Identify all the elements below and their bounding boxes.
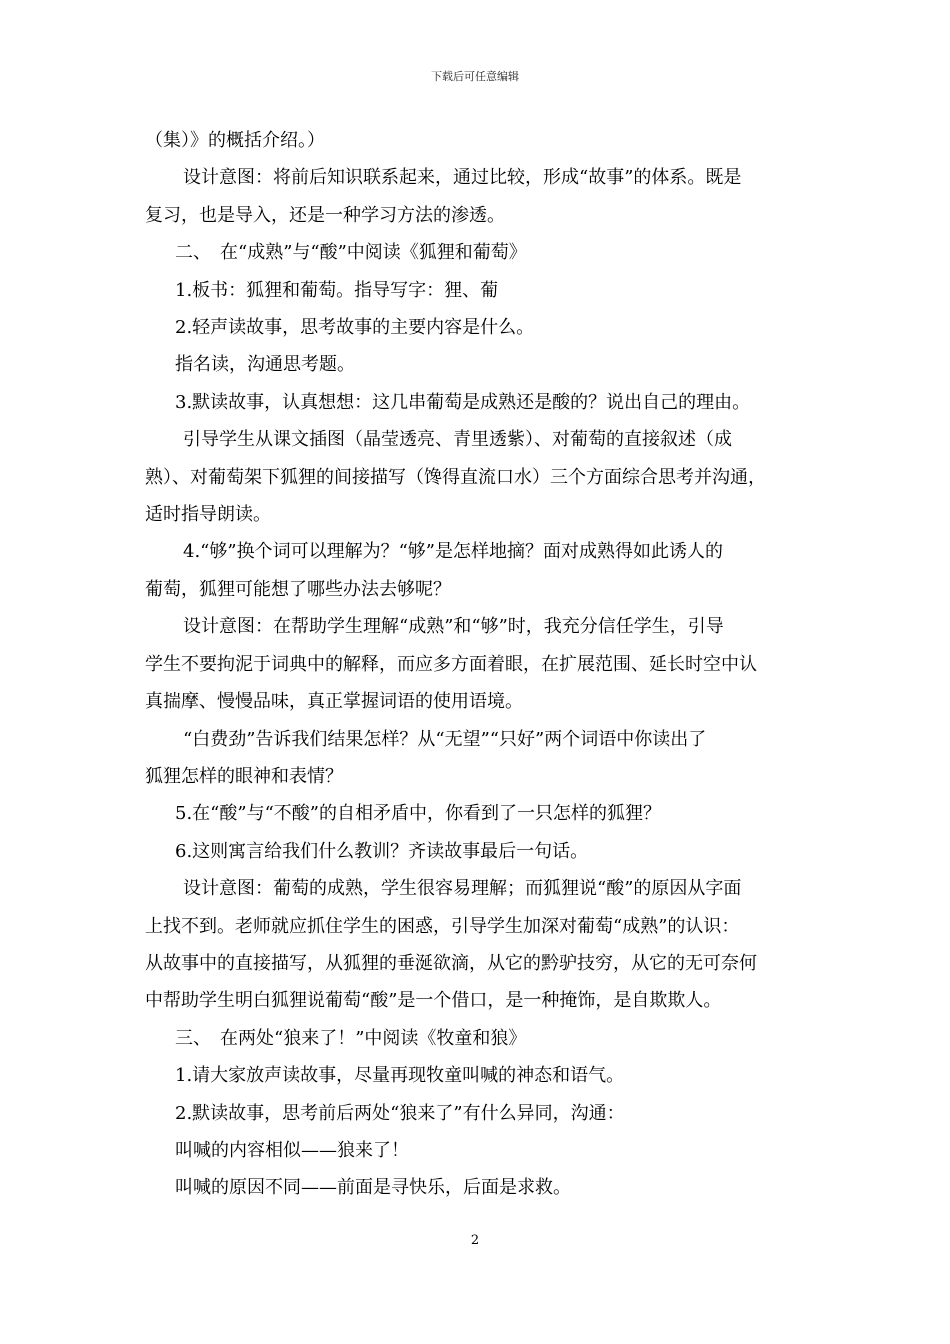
text-line: 5.在“酸”与“不酸”的自相矛盾中，你看到了一只怎样的狐狸？	[175, 803, 661, 825]
text-line: 设计意图：葡萄的成熟，学生很容易理解；而狐狸说“酸”的原因从字面	[183, 878, 742, 900]
text-line: 引导学生从课文插图（晶莹透亮、青里透紫）、对葡萄的直接叙述（成	[183, 429, 732, 451]
text-line: 1.板书：狐狸和葡萄。指导写字：狸、葡	[175, 279, 499, 301]
page-number: 2	[470, 1233, 480, 1248]
text-line: 上找不到。老师就应抓住学生的困惑，引导学生加深对葡萄“成熟”的认识：	[145, 915, 740, 937]
text-line: 6.这则寓言给我们什么教训？齐读故事最后一句话。	[175, 840, 589, 862]
text-line: （集）》的概括介绍。）	[145, 130, 325, 151]
text-line: 适时指导朗读。	[145, 504, 271, 526]
text-line: 狐狸怎样的眼神和表情？	[145, 765, 343, 787]
text-line: 3.默读故事，认真想想：这几串葡萄是成熟还是酸的？说出自己的理由。	[175, 391, 751, 413]
text-line: 真揣摩、慢慢品味，真正掌握词语的使用语境。	[145, 691, 523, 713]
text-line: 2.轻声读故事，思考故事的主要内容是什么。	[175, 317, 535, 339]
text-line: 设计意图：将前后知识联系起来，通过比较，形成“故事”的体系。既是	[183, 167, 742, 189]
section-heading: 三、 在两处“狼来了！”中阅读《牧童和狼》	[175, 1027, 527, 1049]
text-line: 1.请大家放声读故事，尽量再现牧童叫喊的神态和语气。	[175, 1065, 625, 1087]
text-line: 叫喊的内容相似——狼来了！	[175, 1139, 409, 1161]
text-line: 4.“够”换个词可以理解为？“够”是怎样地摘？面对成熟得如此诱人的	[183, 541, 723, 563]
text-line: 2.默读故事，思考前后两处“狼来了”有什么异同，沟通：	[175, 1102, 625, 1124]
text-line: 学生不要拘泥于词典中的解释，而应多方面着眼，在扩展范围、延长时空中认	[145, 653, 757, 675]
document-body	[145, 122, 825, 1207]
text-line: “白费劲”告诉我们结果怎样？从“无望”“只好”两个词语中你读出了	[183, 728, 707, 750]
text-line: 中帮助学生明白狐狸说葡萄“酸”是一个借口，是一种掩饰，是自欺欺人。	[145, 990, 722, 1012]
text-line: 复习，也是导入，还是一种学习方法的渗透。	[145, 204, 505, 226]
section-heading: 二、 在“成熟”与“酸”中阅读《狐狸和葡萄》	[175, 242, 527, 264]
text-line: 从故事中的直接描写，从狐狸的垂涎欲滴，从它的黔驴技穷，从它的无可奈何	[145, 952, 757, 974]
page-header: 下载后可任意编辑	[431, 70, 519, 83]
text-line: 叫喊的原因不同——前面是寻快乐，后面是求救。	[175, 1177, 571, 1199]
text-line: 熟）、对葡萄架下狐狸的间接描写（馋得直流口水）三个方面综合思考并沟通，	[145, 466, 766, 488]
text-line: 设计意图：在帮助学生理解“成熟”和“够”时，我充分信任学生，引导	[183, 616, 724, 638]
text-line: 指名读，沟通思考题。	[175, 354, 355, 376]
text-line: 葡萄，狐狸可能想了哪些办法去够呢？	[145, 578, 451, 600]
